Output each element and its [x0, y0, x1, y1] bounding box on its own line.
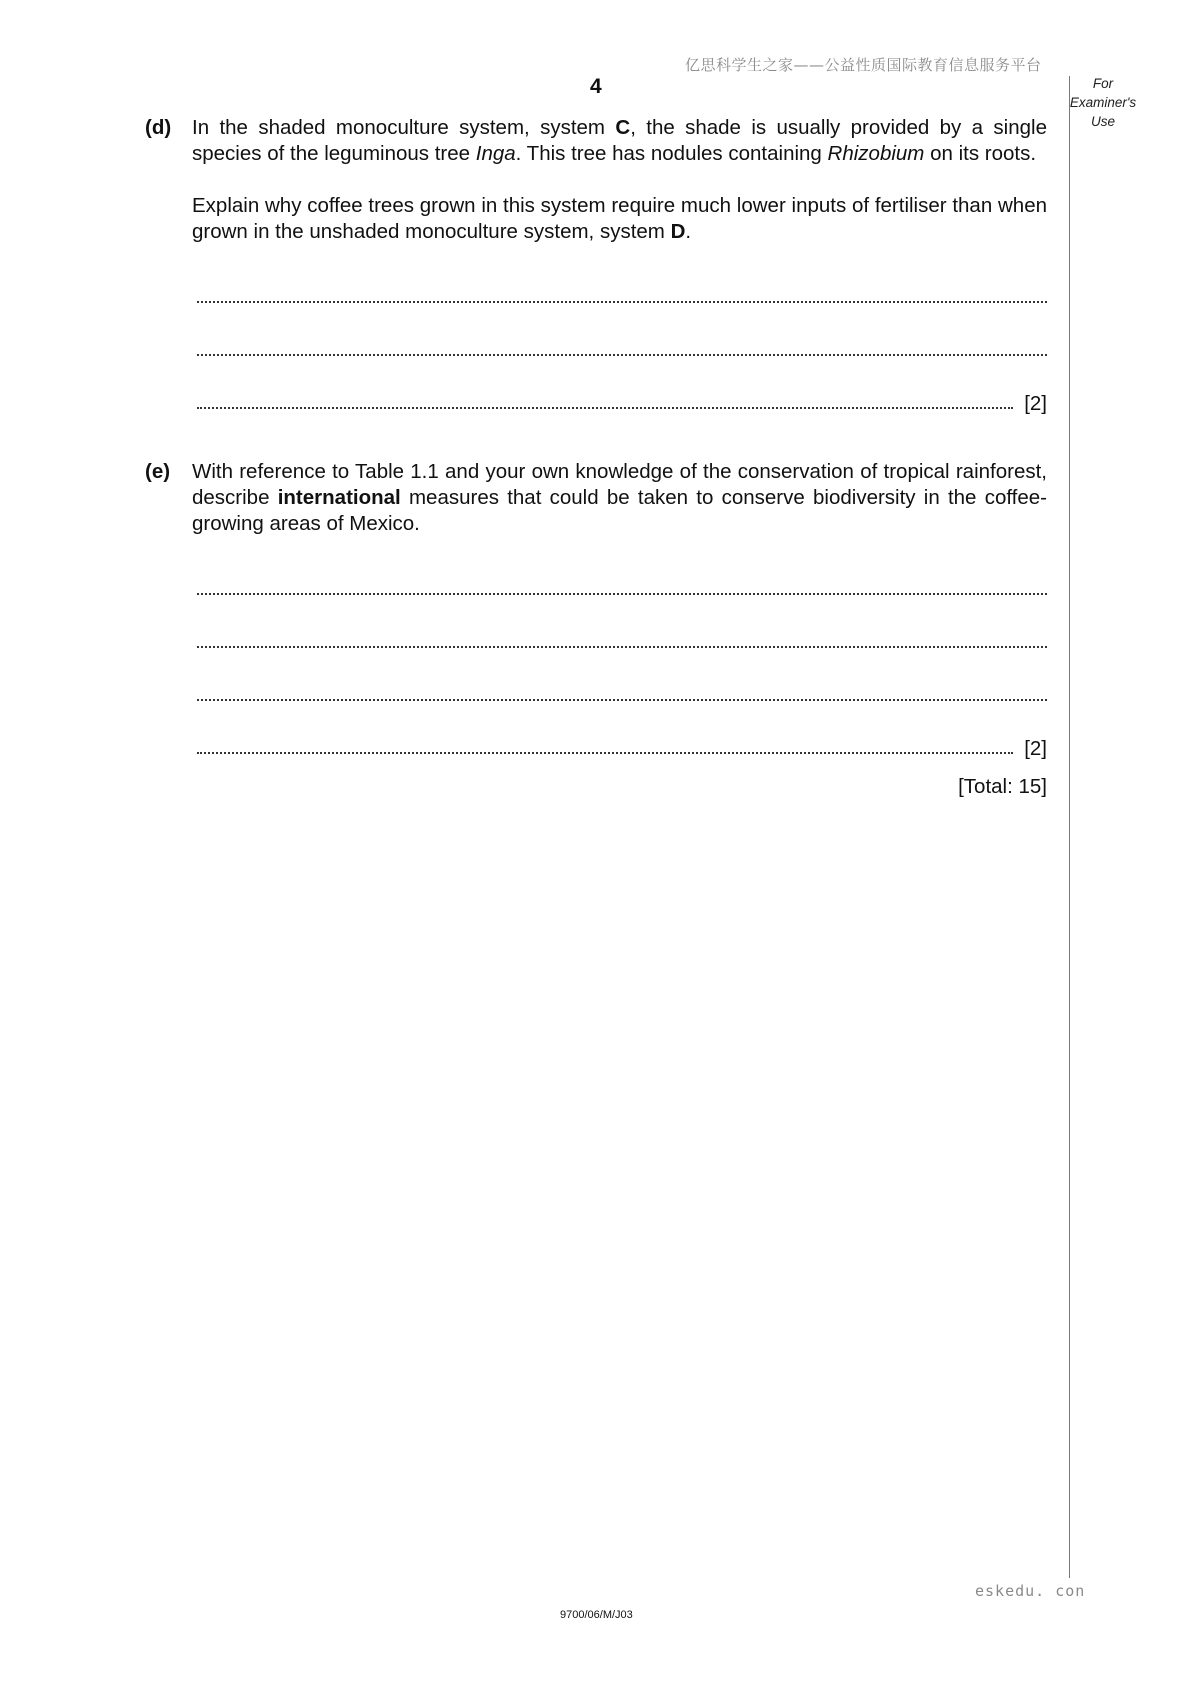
answer-line[interactable] [197, 660, 1047, 713]
dotted-rule [197, 301, 1047, 303]
dotted-rule [197, 407, 1013, 409]
question-e-paragraph-1 [192, 459, 1047, 537]
text-run: . This tree has nodules containing [515, 142, 828, 165]
text-run: measures that could be taken to conserve biodiversity in the coffee-growing areas of Mexico. [192, 486, 1047, 535]
examiner-margin-rule [1069, 76, 1070, 1578]
marks-label: [2] [1024, 737, 1047, 760]
text-run: In the shaded monoculture system, system [192, 116, 616, 139]
question-d-body [192, 115, 1047, 245]
watermark-bottom: eskedu. con [975, 1582, 1086, 1600]
text-run: international [277, 486, 401, 509]
question-d-paragraph-1 [192, 115, 1047, 167]
question-e-answer-area [145, 554, 1047, 766]
examiner-line-1: For [1092, 76, 1114, 91]
text-run: . [685, 220, 692, 243]
footer-code: 9700/06/M/J03 [560, 1609, 633, 1621]
question-e-label: (e) [145, 460, 171, 483]
marks-label: [2] [1024, 392, 1047, 415]
dotted-rule [197, 699, 1047, 701]
question-d-paragraph-2 [192, 193, 1047, 245]
watermark-top: 亿思科学生之家——公益性质国际教育信息服务平台 [685, 56, 1042, 74]
dotted-rule [197, 354, 1047, 356]
question-d-label: (d) [145, 116, 172, 139]
examiner-line-2: Examiner's [1069, 95, 1137, 110]
dotted-rule [197, 593, 1047, 595]
question-d [145, 115, 1047, 421]
total-marks: [Total: 15] [958, 775, 1047, 798]
answer-line[interactable] [197, 554, 1047, 607]
examiner-use-label [1068, 74, 1138, 131]
text-run: D [670, 220, 686, 243]
dotted-rule [197, 752, 1013, 754]
question-d-answer-area [145, 262, 1047, 421]
text-run: Rhizobium [827, 142, 925, 165]
dotted-rule [197, 646, 1047, 648]
text-run: Inga [475, 142, 516, 165]
answer-line[interactable] [197, 368, 1047, 421]
text-run: C [615, 116, 631, 139]
text-run: on its roots. [924, 142, 1037, 165]
answer-line[interactable] [197, 262, 1047, 315]
examiner-line-3: Use [1090, 114, 1115, 129]
text-run: With reference to Table 1.1 and your own knowledge of the conservation of tropical rainforest, describe [192, 460, 1047, 509]
answer-line[interactable] [197, 315, 1047, 368]
answer-line[interactable] [197, 607, 1047, 660]
text-run: , the shade is usually provided by a single species of the leguminous tree [192, 116, 1047, 165]
question-e [145, 459, 1047, 806]
page-number: 4 [590, 75, 602, 98]
text-run: Explain why coffee trees grown in this system require much lower inputs of fertiliser than when grown in the unshaded monoculture system, system [192, 194, 1047, 243]
answer-line[interactable] [197, 713, 1047, 766]
question-e-body [192, 459, 1047, 537]
